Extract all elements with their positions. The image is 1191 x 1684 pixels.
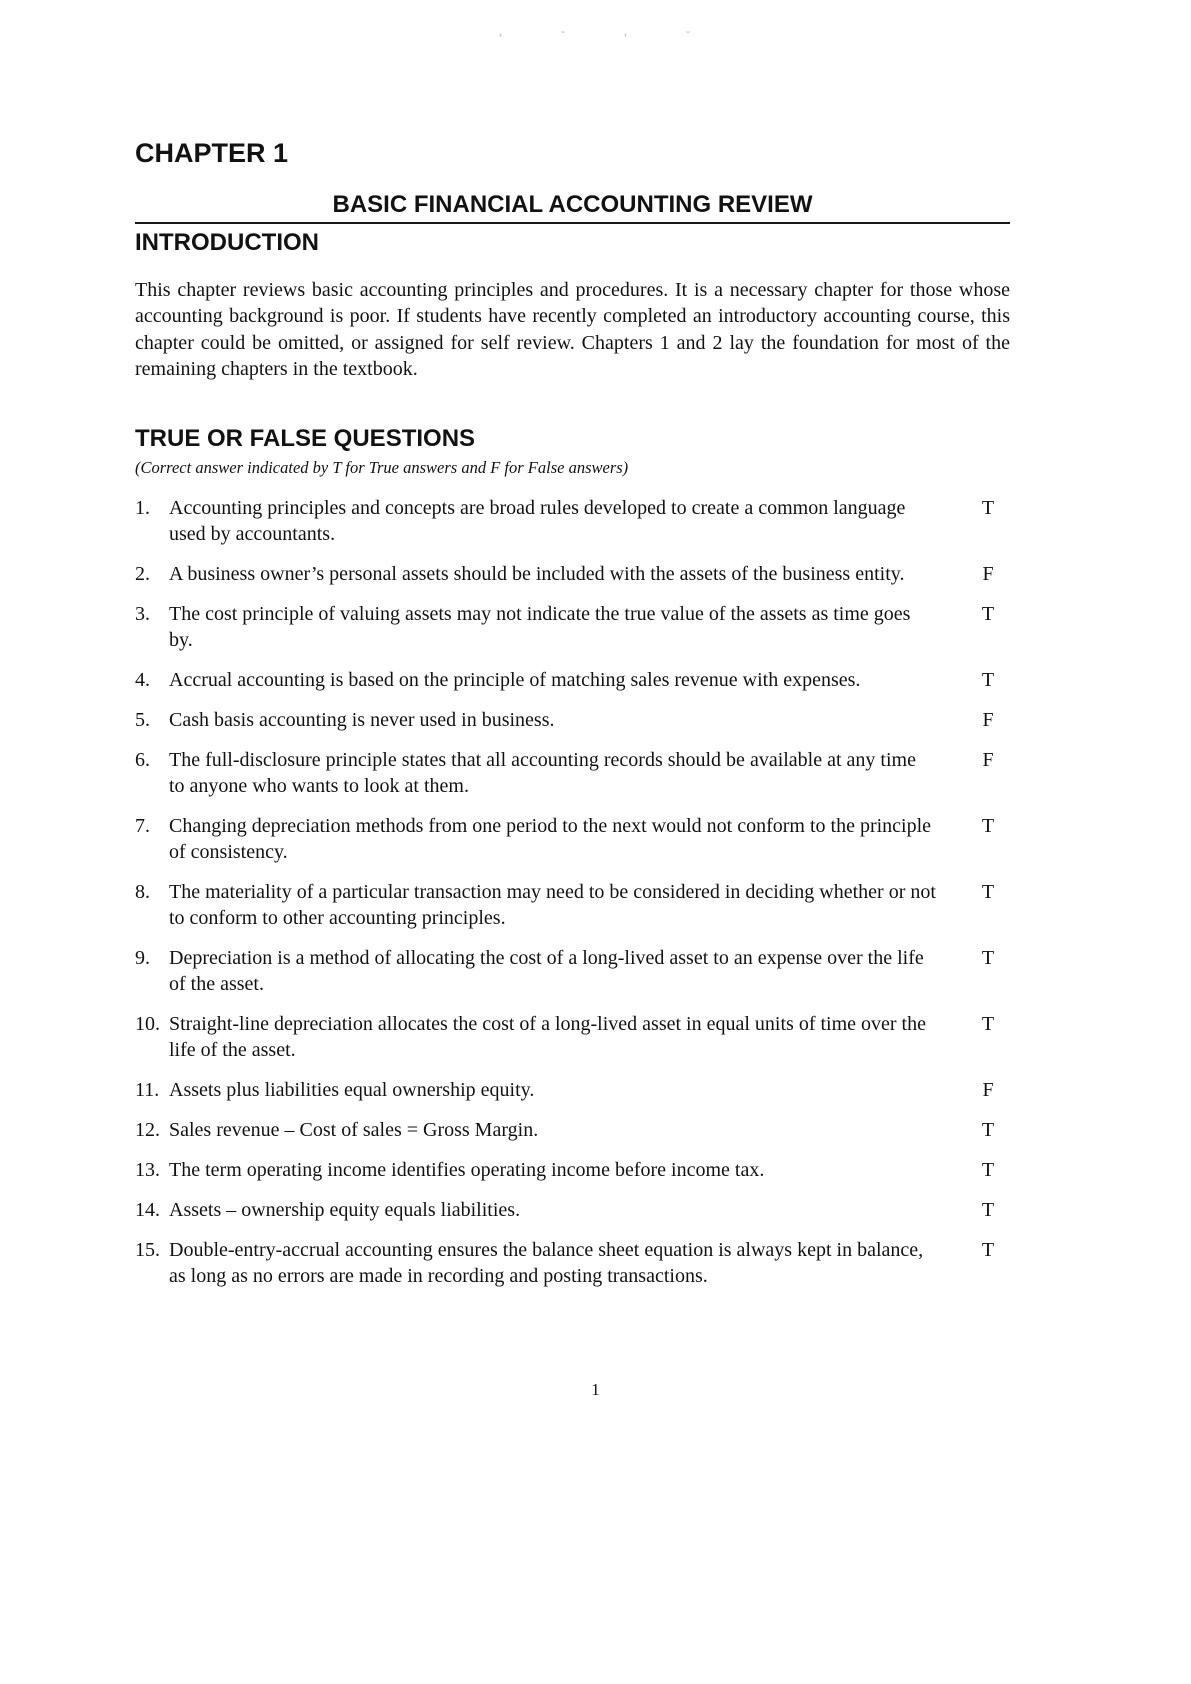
question-text: Changing depreciation methods from one period to the next would not conform to the principle of consistency. (169, 814, 932, 863)
answer-letter: F (982, 562, 994, 585)
page-number: 1 (591, 1380, 600, 1399)
question-number: 1. (135, 496, 150, 519)
question-item (135, 1157, 1010, 1183)
question-number: 12. (135, 1118, 160, 1141)
answer-letter: F (982, 708, 994, 731)
question-number: 14. (135, 1198, 160, 1221)
chapter-heading: CHAPTER 1 (135, 138, 289, 168)
question-list (135, 495, 1010, 1289)
question-text: Sales revenue – Cost of sales = Gross Margin. (169, 1118, 539, 1141)
question-number: 10. (135, 1012, 160, 1035)
answer-letter: T (981, 668, 995, 691)
question-number: 3. (135, 602, 150, 625)
question-item (135, 601, 1010, 653)
answer-letter: T (981, 880, 995, 903)
question-text: Cash basis accounting is never used in business. (169, 708, 555, 731)
answer-letter: T (981, 496, 995, 519)
question-item (135, 667, 1010, 693)
introduction-paragraph: This chapter reviews basic accounting principles and procedures. It is a necessary chapter for those whose accounting background is poor. If students have recently completed an introductory accounting course, this chapter could be omitted, or assigned for self review. Chapters 1 and 2 lay the foundation for most of the remaining chapters in the textbook. (135, 279, 1010, 381)
question-item (135, 813, 1010, 865)
question-item (135, 1117, 1010, 1143)
question-text: Double-entry-accrual accounting ensures the balance sheet equation is always kept in balance, as long as no errors are made in recording and posting transactions. (169, 1238, 924, 1287)
question-text: Straight-line depreciation allocates the cost of a long-lived asset in equal units of time over the life of the asset. (169, 1012, 926, 1061)
answer-letter: T (981, 1238, 995, 1261)
question-number: 9. (135, 946, 150, 969)
question-text: Depreciation is a method of allocating the cost of a long-lived asset to an expense over the life of the asset. (169, 946, 924, 995)
question-number: 8. (135, 880, 150, 903)
answer-letter: T (981, 814, 995, 837)
question-item (135, 879, 1010, 931)
question-number: 13. (135, 1158, 160, 1181)
question-number: 11. (135, 1078, 160, 1101)
question-text: Assets – ownership equity equals liabilities. (169, 1198, 521, 1221)
answer-letter: T (981, 1198, 995, 1221)
question-text: The term operating income identifies operating income before income tax. (169, 1158, 765, 1181)
answer-letter: T (981, 1012, 995, 1035)
question-item (135, 707, 1010, 733)
answer-letter: T (981, 946, 995, 969)
question-number: 7. (135, 814, 150, 837)
answer-key-note: (Correct answer indicated by T for True answers and F for False answers) (135, 457, 629, 477)
question-item (135, 1077, 1010, 1103)
title-rule (135, 191, 1010, 224)
question-item (135, 1237, 1010, 1289)
introduction-heading: INTRODUCTION (135, 229, 319, 256)
question-text: The full-disclosure principle states that all accounting records should be available at any time to anyone who wants to look at them. (169, 748, 916, 797)
answer-letter: F (982, 1078, 994, 1101)
question-number: 5. (135, 708, 150, 731)
question-text: Assets plus liabilities equal ownership equity. (169, 1078, 535, 1101)
question-text: Accounting principles and concepts are broad rules developed to create a common language used by accountants. (169, 496, 906, 545)
question-number: 6. (135, 748, 150, 771)
question-text: The materiality of a particular transaction may need to be considered in deciding whether or not to conform to other accounting principles. (169, 880, 936, 929)
question-text: Accrual accounting is based on the principle of matching sales revenue with expenses. (169, 668, 861, 691)
question-item (135, 945, 1010, 997)
question-number: 2. (135, 562, 150, 585)
question-text: The cost principle of valuing assets may not indicate the true value of the assets as time goes by. (169, 602, 911, 651)
true-false-heading: TRUE OR FALSE QUESTIONS (135, 424, 476, 452)
answer-letter: T (981, 602, 995, 625)
answer-letter: T (981, 1158, 995, 1181)
question-item (135, 561, 1010, 587)
document-title: BASIC FINANCIAL ACCOUNTING REVIEW (332, 191, 813, 218)
answer-letter: F (982, 748, 994, 771)
question-text: A business owner’s personal assets should be included with the assets of the business entity. (169, 562, 905, 585)
question-item (135, 1011, 1010, 1063)
question-item (135, 495, 1010, 547)
question-item (135, 1197, 1010, 1223)
scan-artifact: , - , - (499, 24, 692, 38)
answer-letter: T (981, 1118, 995, 1141)
question-item (135, 747, 1010, 799)
question-number: 15. (135, 1238, 160, 1261)
question-number: 4. (135, 668, 150, 691)
